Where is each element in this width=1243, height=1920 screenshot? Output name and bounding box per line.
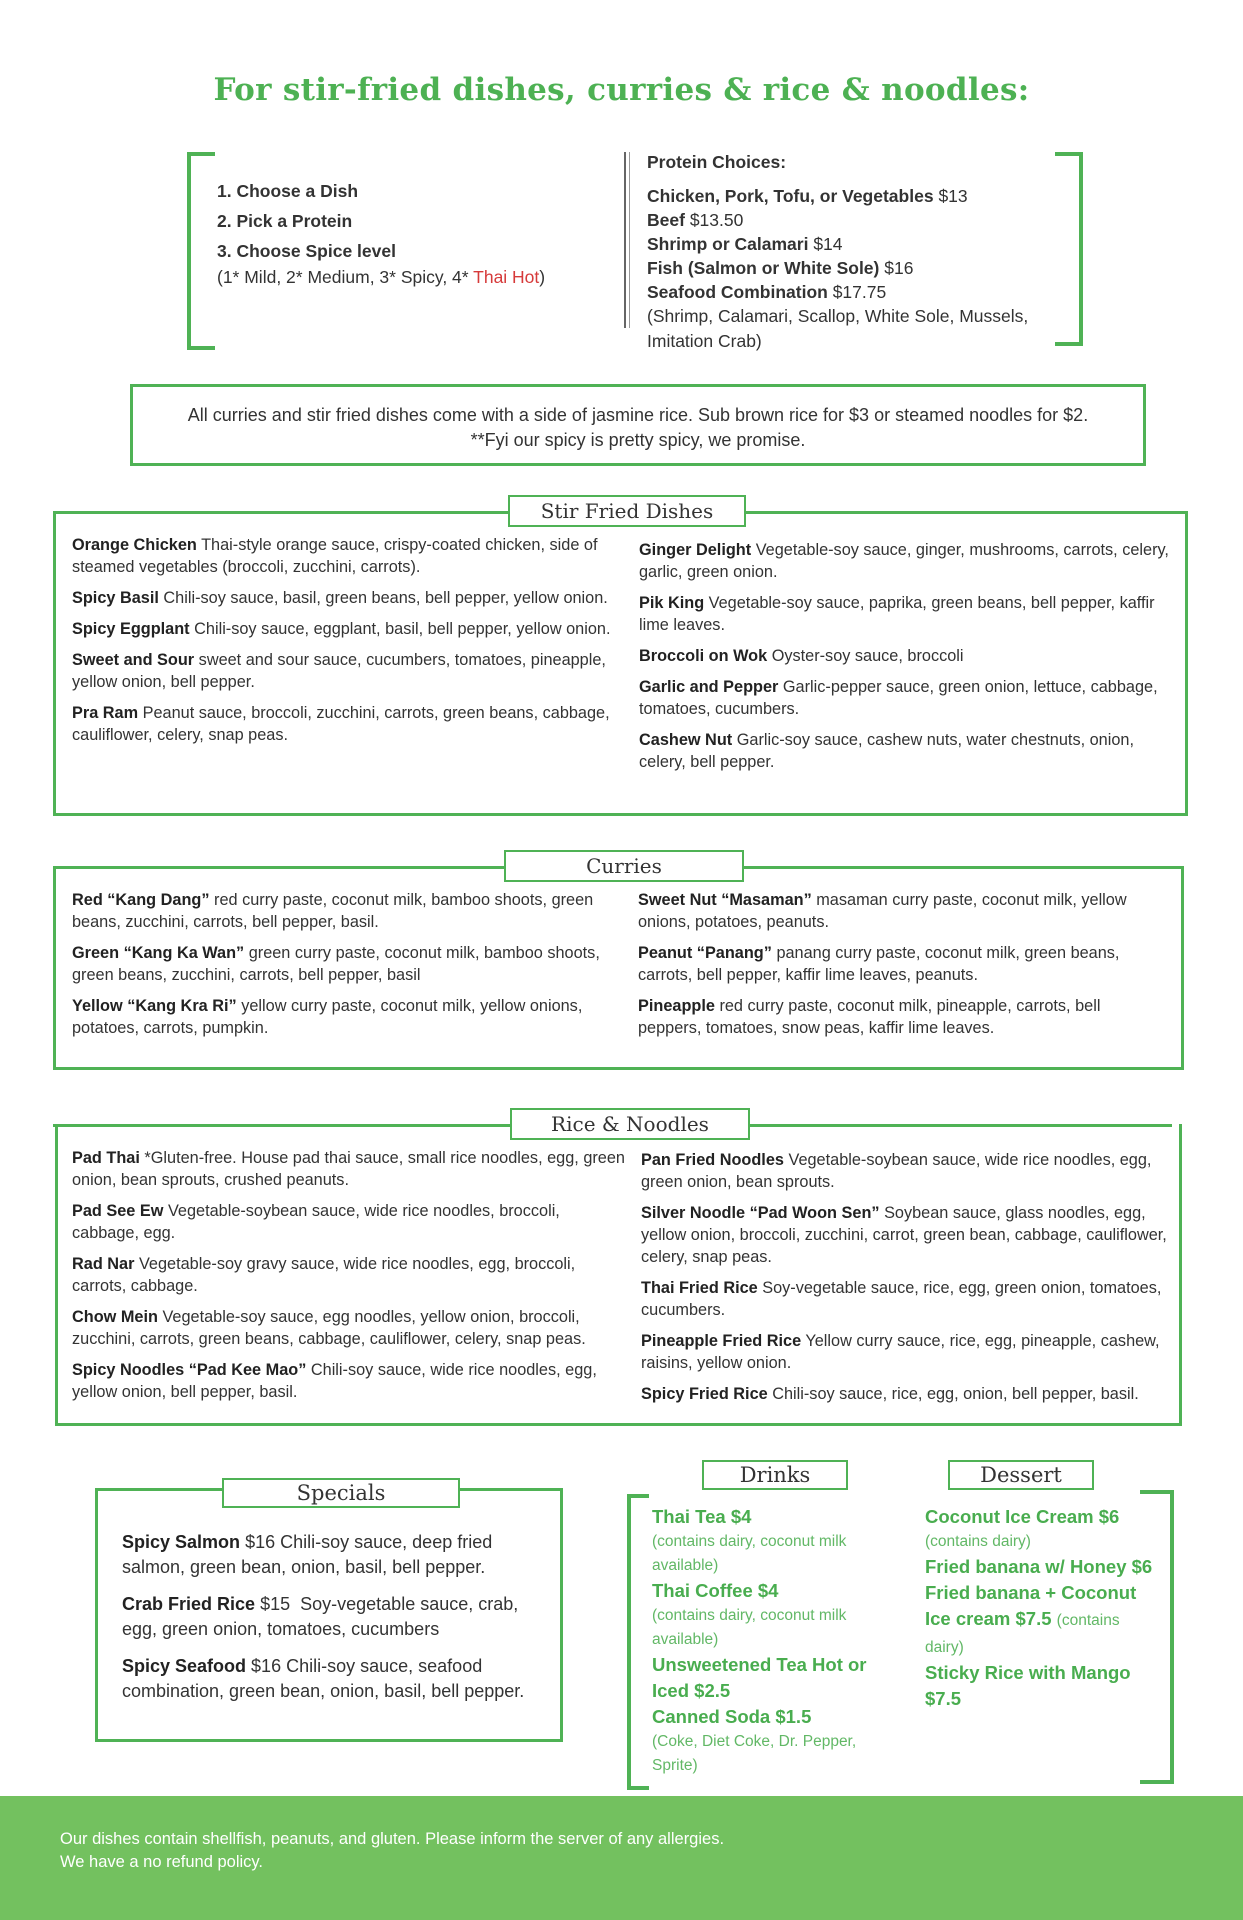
dessert-item: Fried banana + Coconut Ice cream $7.5 (contains dairy) bbox=[925, 1582, 1137, 1656]
protein-option: Beef $13.50 bbox=[647, 210, 744, 230]
protein-option: Chicken, Pork, Tofu, or Vegetables $13 bbox=[647, 186, 968, 206]
step-spice-level: 3. Choose Spice level bbox=[217, 241, 396, 261]
rice-noodles-left bbox=[72, 1147, 627, 1412]
menu-item: Broccoli on Wok Oyster-soy sauce, broccoli bbox=[639, 647, 964, 665]
thai-hot-label: Thai Hot bbox=[473, 267, 540, 287]
menu-item: Spicy Noodles “Pad Kee Mao” Chili-soy sauce, wide rice noodles, egg, yellow onion, bell pepper, basil. bbox=[72, 1361, 597, 1401]
rice-note: All curries and stir fried dishes come with a side of jasmine rice. Sub brown rice for $3 or steamed noodles for $2. bbox=[187, 405, 1089, 425]
menu-item: Spicy Eggplant Chili-soy sauce, eggplant, basil, bell pepper, yellow onion. bbox=[72, 620, 611, 638]
footer bbox=[0, 1796, 1243, 1920]
step-choose-dish: 1. Choose a Dish bbox=[217, 181, 359, 201]
protein-choices bbox=[647, 150, 1087, 354]
spice-scale: (1* Mild, 2* Medium, 3* Spicy, 4* Thai Hot) bbox=[217, 267, 546, 287]
stir-fried-right bbox=[639, 539, 1169, 782]
rice-noodles-right bbox=[641, 1149, 1173, 1414]
dessert-list bbox=[925, 1504, 1160, 1712]
special-item: Crab Fried Rice $15 Soy-vegetable sauce, crab, egg, green onion, tomatoes, cucumbers bbox=[122, 1594, 519, 1639]
drink-item: Thai Coffee $4 (contains dairy, coconut milk available) bbox=[652, 1580, 847, 1648]
curries-right bbox=[638, 889, 1168, 1048]
menu-item: Pad Thai *Gluten-free. House pad thai sauce, small rice noodles, egg, green onion, bean sprouts, crushed peanuts. bbox=[72, 1149, 625, 1189]
menu-item: Sweet and Sour sweet and sour sauce, cucumbers, tomatoes, pineapple, yellow onion, bell pepper. bbox=[72, 651, 606, 691]
rice-noodles-title: Rice & Noodles bbox=[510, 1108, 750, 1140]
specials-list bbox=[122, 1530, 542, 1716]
menu-item: Peanut “Panang” panang curry paste, coconut milk, green beans, carrots, bell pepper, kaffir lime leaves, peanuts. bbox=[638, 944, 1120, 984]
menu-item: Red “Kang Dang” red curry paste, coconut milk, bamboo shoots, green beans, zucchini, carrots, bell pepper, basil. bbox=[72, 891, 594, 931]
curries-left bbox=[72, 889, 627, 1048]
menu-item: Sweet Nut “Masaman” masaman curry paste, coconut milk, yellow onions, potatoes, peanuts. bbox=[638, 891, 1127, 931]
protein-heading: Protein Choices: bbox=[647, 152, 787, 172]
drinks-bracket bbox=[627, 1494, 649, 1790]
page-title: For stir-fried dishes, curries & rice & noodles: bbox=[213, 72, 1030, 108]
menu-item: Silver Noodle “Pad Woon Sen” Soybean sauce, glass noodles, egg, yellow onion, broccoli, zucchini, carrot, green bean, cabbage, cauliflower, celery, snap peas. bbox=[641, 1204, 1167, 1266]
menu-item: Ginger Delight Vegetable-soy sauce, ginger, mushrooms, carrots, celery, garlic, green onion. bbox=[639, 541, 1169, 581]
dessert-item: Fried banana w/ Honey $6 bbox=[925, 1556, 1153, 1577]
protein-option: Fish (Salmon or White Sole) $16 bbox=[647, 258, 914, 278]
menu-item: Green “Kang Ka Wan” green curry paste, coconut milk, bamboo shoots, green beans, zucchini, carrots, bell pepper, basil bbox=[72, 944, 600, 984]
refund-policy: We have a no refund policy. bbox=[60, 1853, 264, 1871]
rice-note-box bbox=[130, 384, 1146, 466]
curries-title: Curries bbox=[504, 850, 744, 882]
menu-item: Yellow “Kang Kra Ri” yellow curry paste, coconut milk, yellow onions, potatoes, carrots, pumpkin. bbox=[72, 997, 583, 1037]
step-pick-protein: 2. Pick a Protein bbox=[217, 211, 353, 231]
drinks-list bbox=[652, 1504, 882, 1778]
menu-item: Cashew Nut Garlic-soy sauce, cashew nuts, water chestnuts, onion, celery, bell pepper. bbox=[639, 731, 1134, 771]
drink-item: Unsweetened Tea Hot or Iced $2.5 bbox=[652, 1654, 867, 1701]
menu-item: Pineapple Fried Rice Yellow curry sauce, rice, egg, pineapple, cashew, raisins, yellow onion. bbox=[641, 1332, 1160, 1372]
special-item: Spicy Salmon $16 Chili-soy sauce, deep fried salmon, green bean, onion, basil, bell pepper. bbox=[122, 1532, 493, 1577]
drink-item: Canned Soda $1.5 (Coke, Diet Coke, Dr. Pepper, Sprite) bbox=[652, 1706, 857, 1774]
menu-item: Pan Fried Noodles Vegetable-soybean sauce, wide rice noodles, egg, green onion, bean sprouts. bbox=[641, 1151, 1152, 1191]
order-steps bbox=[217, 176, 545, 288]
menu-item: Pik King Vegetable-soy sauce, paprika, green beans, bell pepper, kaffir lime leaves. bbox=[639, 594, 1155, 634]
spicy-note: **Fyi our spicy is pretty spicy, we promise. bbox=[470, 430, 806, 450]
menu-item: Spicy Basil Chili-soy sauce, basil, green beans, bell pepper, yellow onion. bbox=[72, 589, 608, 607]
stir-fried-left bbox=[72, 534, 620, 755]
menu-item: Pra Ram Peanut sauce, broccoli, zucchini, carrots, green beans, cabbage, cauliflower, celery, snap peas. bbox=[72, 704, 610, 744]
dessert-title: Dessert bbox=[948, 1460, 1094, 1490]
menu-item: Spicy Fried Rice Chili-soy sauce, rice, egg, onion, bell pepper, basil. bbox=[641, 1385, 1139, 1403]
menu-item: Orange Chicken Thai-style orange sauce, crispy-coated chicken, side of steamed vegetables (broccoli, zucchini, carrots). bbox=[72, 536, 598, 576]
divider bbox=[629, 152, 630, 328]
menu-item: Rad Nar Vegetable-soy gravy sauce, wide rice noodles, egg, broccoli, carrots, cabbage. bbox=[72, 1255, 576, 1295]
drink-item: Thai Tea $4 (contains dairy, coconut milk available) bbox=[652, 1506, 847, 1574]
menu-item: Thai Fried Rice Soy-vegetable sauce, rice, egg, green onion, tomatoes, cucumbers. bbox=[641, 1279, 1162, 1319]
menu-item: Pineapple red curry paste, coconut milk, pineapple, carrots, bell peppers, tomatoes, snow peas, kaffir lime leaves. bbox=[638, 997, 1101, 1037]
menu-item: Chow Mein Vegetable-soy sauce, egg noodles, yellow onion, broccoli, zucchini, carrots, green beans, cabbage, cauliflower, celery, snap peas. bbox=[72, 1308, 586, 1348]
stir-fried-title: Stir Fried Dishes bbox=[508, 495, 746, 527]
allergy-notice: Our dishes contain shellfish, peanuts, and gluten. Please inform the server of any allergies. bbox=[60, 1830, 725, 1848]
specials-title: Specials bbox=[222, 1478, 460, 1508]
steps-bracket bbox=[187, 152, 215, 350]
menu-item: Pad See Ew Vegetable-soybean sauce, wide rice noodles, broccoli, cabbage, egg. bbox=[72, 1202, 560, 1242]
seafood-note: (Shrimp, Calamari, Scallop, White Sole, Mussels, Imitation Crab) bbox=[647, 306, 1029, 351]
menu-item: Garlic and Pepper Garlic-pepper sauce, green onion, lettuce, cabbage, tomatoes, cucumbers. bbox=[639, 678, 1158, 718]
dessert-item: Coconut Ice Cream $6 (contains dairy) bbox=[925, 1506, 1120, 1550]
protein-option: Shrimp or Calamari $14 bbox=[647, 234, 843, 254]
drinks-title: Drinks bbox=[702, 1460, 848, 1490]
protein-option: Seafood Combination $17.75 bbox=[647, 282, 887, 302]
special-item: Spicy Seafood $16 Chili-soy sauce, seafood combination, green bean, onion, basil, bell pepper. bbox=[122, 1656, 525, 1701]
divider bbox=[624, 152, 626, 328]
dessert-item: Sticky Rice with Mango $7.5 bbox=[925, 1662, 1131, 1709]
